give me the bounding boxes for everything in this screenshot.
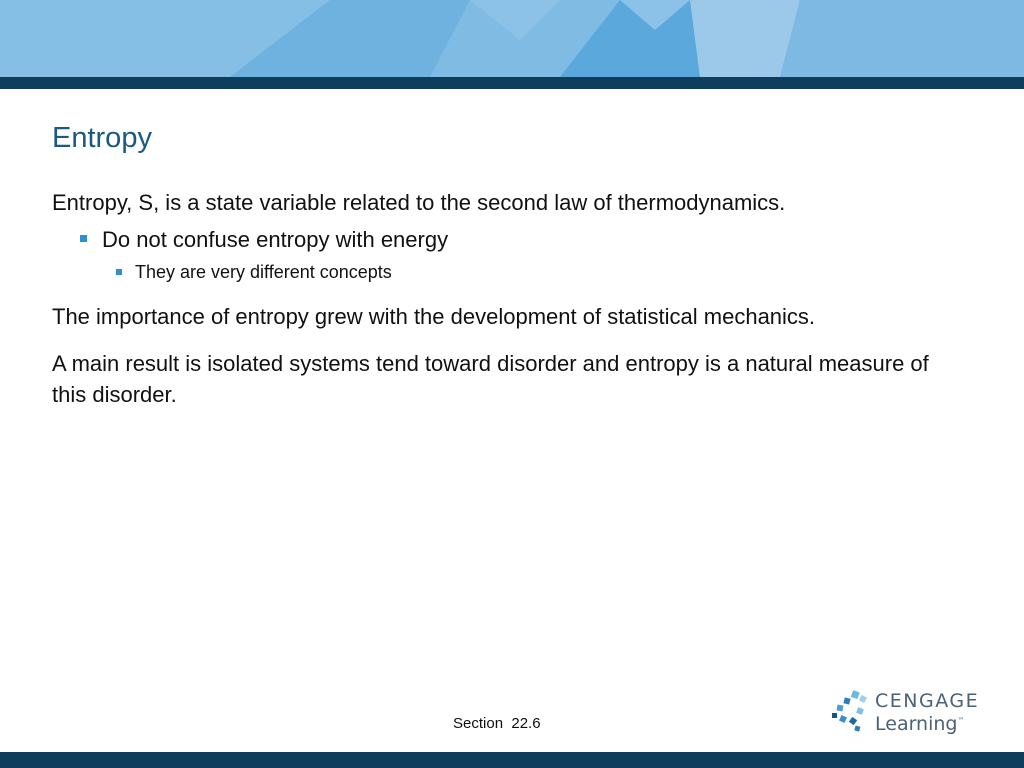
logo-learning-text: Learning xyxy=(875,713,958,735)
logo-wordmark-cengage: CENGAGE xyxy=(875,690,980,712)
bullet-item xyxy=(52,224,962,255)
header-banner-graphic xyxy=(0,0,1024,77)
header-divider-bar xyxy=(0,77,1024,89)
sub-bullet-text: They are very different concepts xyxy=(135,262,392,282)
paragraph-entropy-definition: Entropy, S, is a state variable related to the second law of thermodynamics. xyxy=(52,190,786,215)
cengage-logo-icon xyxy=(830,688,872,736)
paragraph-disorder: A main result is isolated systems tend toward disorder and entropy is a natural measure of this disorder. xyxy=(52,351,929,407)
bullet-square-icon xyxy=(80,235,87,242)
cengage-learning-logo xyxy=(830,688,990,740)
sub-bullet-square-icon xyxy=(116,269,122,275)
section-label: Section 22.6 xyxy=(453,715,541,732)
header-banner xyxy=(0,0,1024,77)
logo-wordmark-learning xyxy=(875,713,965,735)
slide-body xyxy=(52,187,962,426)
bullet-text: Do not confuse entropy with energy xyxy=(102,227,449,252)
sub-bullet-item xyxy=(52,259,962,285)
footer-bar xyxy=(0,752,1024,768)
trademark-symbol: ™ xyxy=(957,716,965,725)
paragraph-statistical-mechanics: The importance of entropy grew with the development of statistical mechanics. xyxy=(52,304,816,329)
slide-title: Entropy xyxy=(52,122,152,154)
